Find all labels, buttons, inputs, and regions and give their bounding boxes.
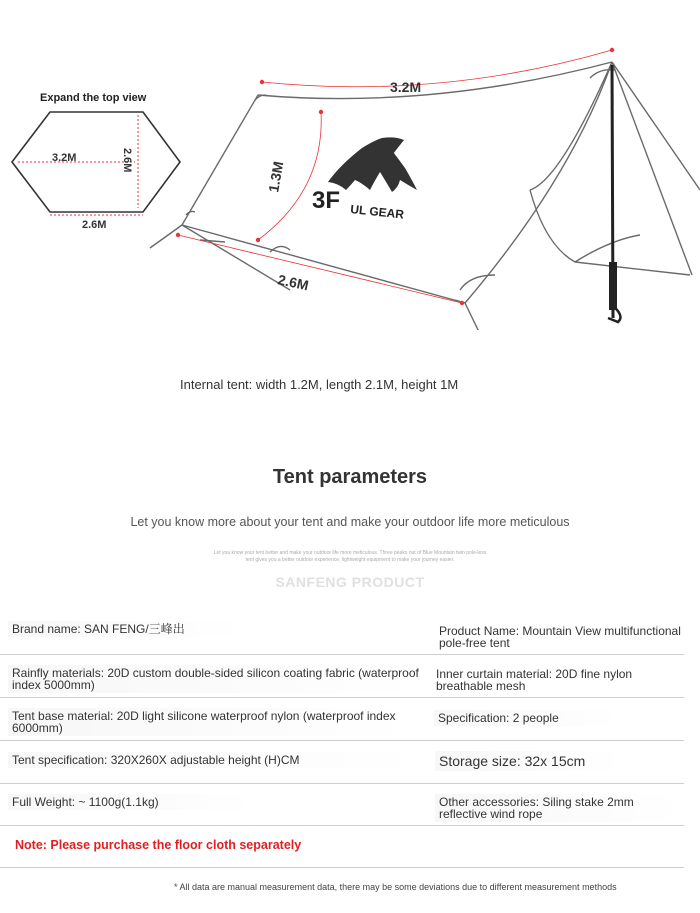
row-divider xyxy=(0,740,684,741)
tent-diagram xyxy=(0,0,700,330)
row-divider xyxy=(0,867,684,868)
brand-logo-icon xyxy=(328,137,417,192)
logo-ul-gear: UL GEAR xyxy=(349,202,405,222)
top-view-bottom-label: 2.6M xyxy=(82,219,107,231)
base-dot-left xyxy=(176,233,180,237)
base-dimension xyxy=(178,235,462,303)
pole-grip xyxy=(609,262,617,310)
internal-tent-text: Internal tent: width 1.2M, length 2.1M, height 1M xyxy=(180,377,459,392)
param-accessories: Other accessories: Siling stake 2mm reflective wind rope xyxy=(435,794,683,822)
slope-label: 1.3M xyxy=(265,160,287,194)
row-divider xyxy=(0,697,684,698)
tiny-text-line-1: Let you know your tent better and make your outdoor life more meticulous. Three peaks out of Blue Mountain twin pole-less xyxy=(213,550,487,556)
param-base: Tent base material: 20D light silicone waterproof nylon (waterproof index 6000mm) xyxy=(8,708,416,736)
param-product: Product Name: Mountain View multifunctional pole-free tent xyxy=(439,624,681,650)
slope-dot-bottom xyxy=(256,238,260,242)
slope-dot-top xyxy=(319,110,323,114)
row-divider xyxy=(0,783,684,784)
param-spec: Specification: 2 people xyxy=(434,710,622,726)
ridge-dot-left xyxy=(260,80,264,84)
param-tent-spec: Tent specification: 320X260X adjustable height (H)CM xyxy=(8,752,426,768)
param-weight: Full Weight: ~ 1100g(1.1kg) xyxy=(8,794,256,810)
brand-mark: SANFENG PRODUCT xyxy=(275,574,425,590)
row-divider xyxy=(0,825,684,826)
param-brand: Brand name: SAN FENG/三峰出 xyxy=(8,621,242,637)
ridge-label: 3.2M xyxy=(390,79,422,95)
tiny-text-line-2: tent gives you a better outdoor experience, lightweight equipment to make your journey easier. xyxy=(245,557,455,563)
param-inner: Inner curtain material: 20D fine nylon breathable mesh xyxy=(436,667,633,693)
logo-3f: 3F xyxy=(312,187,341,214)
ridge-dot-right xyxy=(610,48,614,52)
top-view-title: Expand the top view xyxy=(40,92,147,104)
section-heading: Tent parameters xyxy=(272,466,428,488)
base-label: 2.6M xyxy=(276,271,311,294)
tarp-outline xyxy=(150,62,700,330)
ridge-dimension xyxy=(262,50,612,87)
param-rainfly: Rainfly materials: 20D custom double-sided silicon coating fabric (waterproof index 5000mm) xyxy=(8,665,426,693)
section-subtitle: Let you know more about your tent and make your outdoor life more meticulous xyxy=(130,515,570,529)
row-divider xyxy=(0,654,684,655)
base-dot-right xyxy=(460,301,464,305)
param-storage: Storage size: 32x 15cm xyxy=(435,751,623,771)
floor-cloth-note: Note: Please purchase the floor cloth separately xyxy=(15,838,302,852)
top-view-depth-label: 2.6M xyxy=(121,148,133,173)
top-view-width-label: 3.2M xyxy=(52,152,77,164)
measurement-footnote: * All data are manual measurement data, there may be some deviations due to different measurement methods xyxy=(174,882,617,892)
